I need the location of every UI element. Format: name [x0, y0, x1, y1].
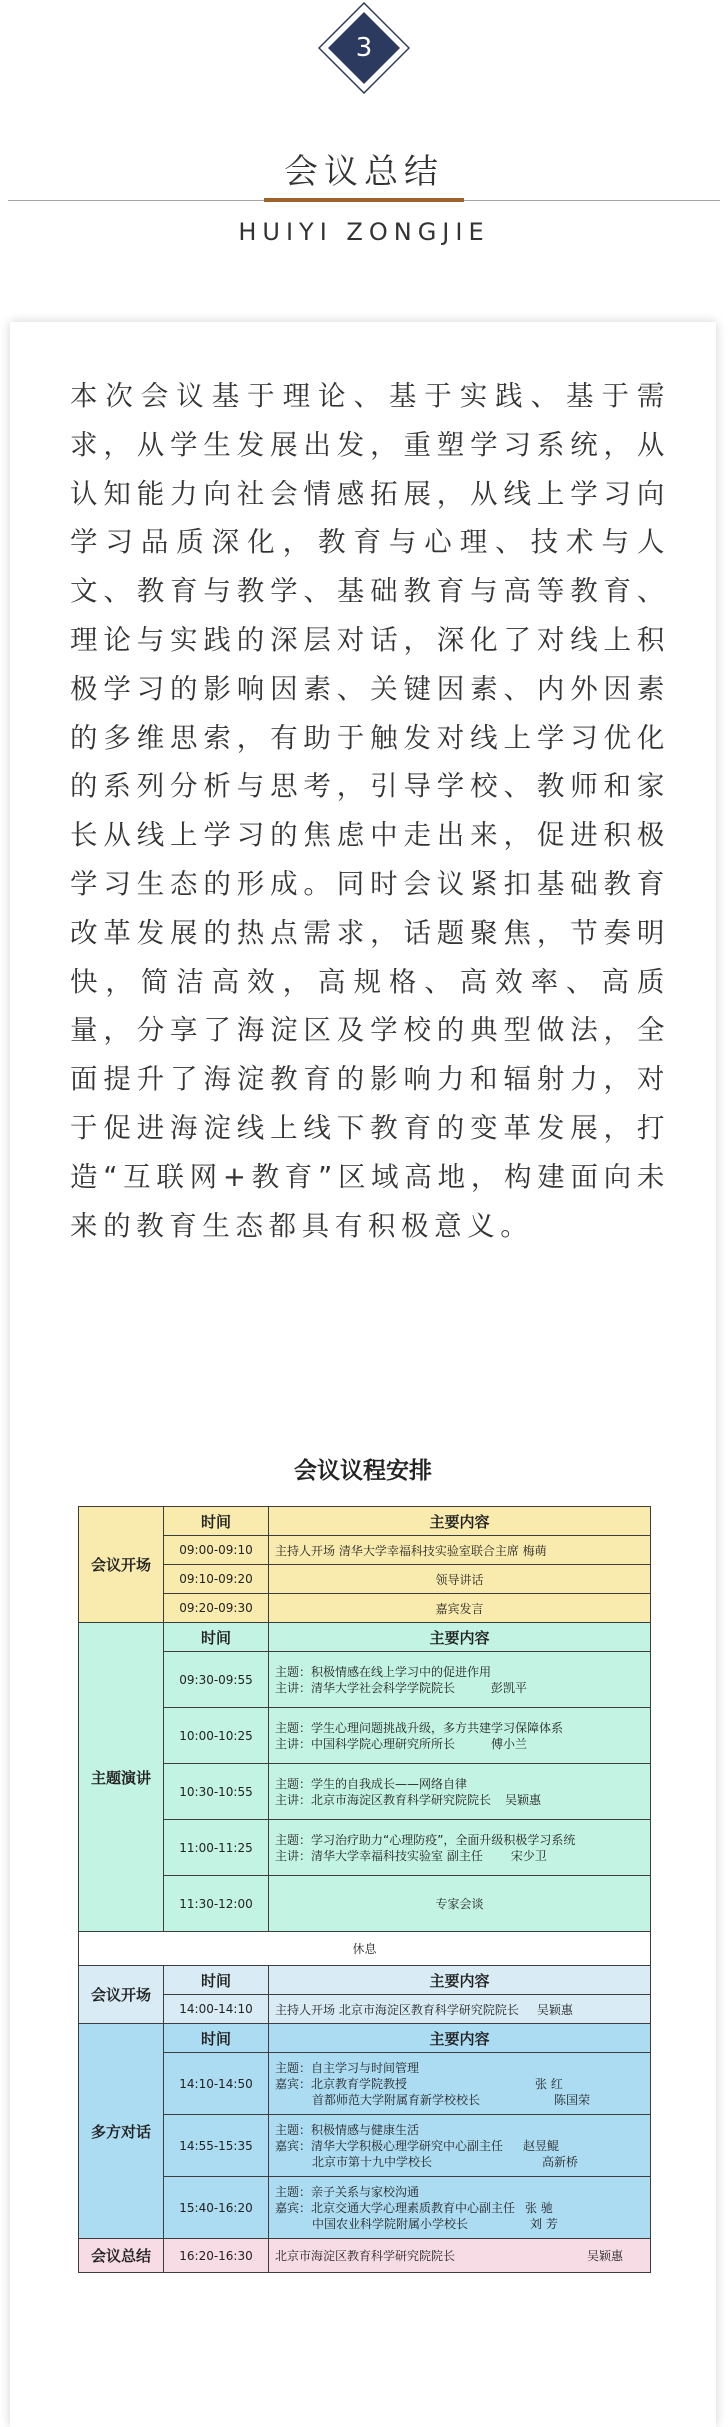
guest-name: 刘 芳: [530, 2216, 558, 2231]
section-label-opening-afternoon: 会议开场: [79, 1966, 164, 2024]
guest-title: 嘉宾：北京教育学院教授: [275, 2076, 408, 2091]
speaker-name: 彭凯平: [491, 1680, 528, 1695]
agenda-content: [269, 1708, 651, 1764]
table-row: [79, 2053, 651, 2115]
topic-line: 主题：学习治疗助力“心理防疫”，全面升级积极学习系统: [275, 1832, 576, 1847]
header-content: 主要内容: [269, 1507, 651, 1536]
agenda-content: [269, 1764, 651, 1820]
topic-line: 主题：学生心理问题挑战升级，多方共建学习保障体系: [275, 1720, 564, 1735]
table-row: [79, 1932, 651, 1966]
speaker-line: [275, 1848, 644, 1864]
table-row: [79, 1507, 651, 1536]
speaker-title: 主讲：清华大学社会科学学院院长: [275, 1680, 456, 1695]
agenda-content: [269, 2239, 651, 2273]
table-row: [79, 1652, 651, 1708]
agenda-content: [269, 2115, 651, 2177]
agenda-title: 会议议程安排: [294, 1458, 432, 1484]
table-row: [79, 1623, 651, 1652]
host-title: 主持人开场 北京市海淀区教育科学研究院院长: [275, 2002, 519, 2017]
header-content: 主要内容: [269, 1966, 651, 1995]
header-content: 主要内容: [269, 1623, 651, 1652]
guest-line: [275, 2138, 644, 2154]
guest-name: 赵昱鲲: [523, 2138, 560, 2153]
agenda-content: [269, 1652, 651, 1708]
table-row: [79, 1536, 651, 1565]
guest-name: 高新桥: [542, 2154, 579, 2169]
header-time: 时间: [164, 1623, 269, 1652]
guest-title: 北京市第十九中学校长: [312, 2154, 433, 2169]
table-row: [79, 1708, 651, 1764]
section-number: 3: [355, 33, 373, 63]
agenda-time: 11:00-11:25: [164, 1820, 269, 1876]
section-subtitle: HUIYI ZONGJIE: [238, 218, 490, 246]
agenda-time: 10:30-10:55: [164, 1764, 269, 1820]
table-row: [79, 1594, 651, 1623]
summary-paragraph: 本次会议基于理论、基于实践、基于需求，从学生发展出发，重塑学习系统，从认知能力向社会情感拓展，从线上学习向学习品质深化，教育与心理、技术与人文、教育与教学、基础教育与高等教育、理论与实践的深层对话，深化了对线上积极学习的影响因素、关键因素、内外因素的多维思索，有助于触发对线上学习优化的系列分析与思考，引导学校、教师和家长从线上学习的焦虑中走出来，促进积极学习生态的形成。同时会议紧扣基础教育改革发展的热点需求，话题聚焦，节奏明快，简洁高效，高规格、高效率、高质量，分享了海淀区及学校的典型做法，全面提升了海淀教育的影响力和辐射力，对于促进海淀线上线下教育的变革发展，打造“互联网+教育”区域高地，构建面向未来的教育生态都具有积极意义。: [70, 380, 670, 1242]
guest-line: [275, 2200, 644, 2216]
guest-title: 嘉宾：北京交通大学心理素质教育中心副主任: [275, 2200, 516, 2215]
agenda-content: 主持人开场 清华大学幸福科技实验室联合主席 梅萌: [269, 1536, 651, 1565]
table-row: [79, 1764, 651, 1820]
header-time: 时间: [164, 1507, 269, 1536]
topic-line: 主题：亲子关系与家校沟通: [275, 2184, 420, 2199]
speaker-name: 宋少卫: [510, 1848, 547, 1863]
table-row: [79, 2024, 651, 2053]
guest-name: 张 驰: [525, 2200, 553, 2215]
header-time: 时间: [164, 2024, 269, 2053]
speaker-name: 傅小兰: [491, 1736, 528, 1751]
speaker-name: 吴颖惠: [505, 1792, 542, 1807]
agenda-content: 专家会谈: [269, 1876, 651, 1932]
speaker-line: [275, 1792, 644, 1808]
agenda-table: [78, 1506, 651, 2273]
agenda-content: [269, 2177, 651, 2239]
guest-line: [275, 2154, 644, 2170]
guest-title: 首都师范大学附属育新学校校长: [312, 2092, 481, 2107]
table-row: [79, 2177, 651, 2239]
speaker-title: 主讲：中国科学院心理研究所所长: [275, 1736, 456, 1751]
table-row: [79, 1966, 651, 1995]
agenda-time: 16:20-16:30: [164, 2239, 269, 2273]
section-label-dialogue: 多方对话: [79, 2024, 164, 2239]
section-label-closing: 会议总结: [79, 2239, 164, 2273]
agenda-content: [269, 1820, 651, 1876]
header-content: 主要内容: [269, 2024, 651, 2053]
host-name: 吴颖惠: [536, 2002, 573, 2017]
table-row: [79, 1876, 651, 1932]
table-row: [79, 1565, 651, 1594]
speaker-line: [275, 1736, 644, 1752]
agenda-time: 09:30-09:55: [164, 1652, 269, 1708]
agenda-time: 09:10-09:20: [164, 1565, 269, 1594]
agenda-time: 10:00-10:25: [164, 1708, 269, 1764]
table-row: [79, 1995, 651, 2024]
guest-title: 中国农业科学院附属小学校长: [312, 2216, 469, 2231]
closing-name: 吴颖惠: [587, 2249, 624, 2263]
table-row: [79, 1820, 651, 1876]
section-title: 会议总结: [284, 152, 444, 192]
topic-line: 主题：积极情感在线上学习中的促进作用: [275, 1664, 492, 1679]
agenda-time: 09:00-09:10: [164, 1536, 269, 1565]
guest-name: 陈国荣: [554, 2092, 591, 2107]
guest-line: [275, 2216, 644, 2232]
agenda-time: 15:40-16:20: [164, 2177, 269, 2239]
speaker-title: 主讲：清华大学幸福科技实验室 副主任: [275, 1848, 483, 1863]
content-card: [10, 322, 716, 2427]
table-row: [79, 2115, 651, 2177]
speaker-title: 主讲：北京市海淀区教育科学研究院院长: [275, 1792, 492, 1807]
section-label-opening: 会议开场: [79, 1507, 164, 1623]
section-label-keynote: 主题演讲: [79, 1623, 164, 1932]
agenda-time: 11:30-12:00: [164, 1876, 269, 1932]
guest-name: 张 红: [535, 2076, 563, 2091]
speaker-line: [275, 1680, 644, 1696]
topic-line: 主题：学生的自我成长——网络自律: [275, 1776, 468, 1791]
section-number-badge: [318, 2, 410, 94]
title-accent-underline: [264, 198, 464, 202]
break-label: 休息: [79, 1932, 651, 1966]
header-time: 时间: [164, 1966, 269, 1995]
table-row: [79, 2239, 651, 2273]
topic-line: 主题：积极情感与健康生活: [275, 2122, 420, 2137]
agenda-content: [269, 2053, 651, 2115]
agenda-time: 09:20-09:30: [164, 1594, 269, 1623]
agenda-time: 14:55-15:35: [164, 2115, 269, 2177]
topic-line: 主题：自主学习与时间管理: [275, 2060, 420, 2075]
agenda-content: [269, 1995, 651, 2024]
agenda-time: 14:00-14:10: [164, 1995, 269, 2024]
agenda-time: 14:10-14:50: [164, 2053, 269, 2115]
guest-line: [275, 2076, 644, 2092]
guest-line: [275, 2092, 644, 2108]
agenda-content: 嘉宾发言: [269, 1594, 651, 1623]
guest-title: 嘉宾：清华大学积极心理学研究中心副主任: [275, 2138, 504, 2153]
closing-title: 北京市海淀区教育科学研究院院长: [275, 2249, 456, 2263]
agenda-content: 领导讲话: [269, 1565, 651, 1594]
